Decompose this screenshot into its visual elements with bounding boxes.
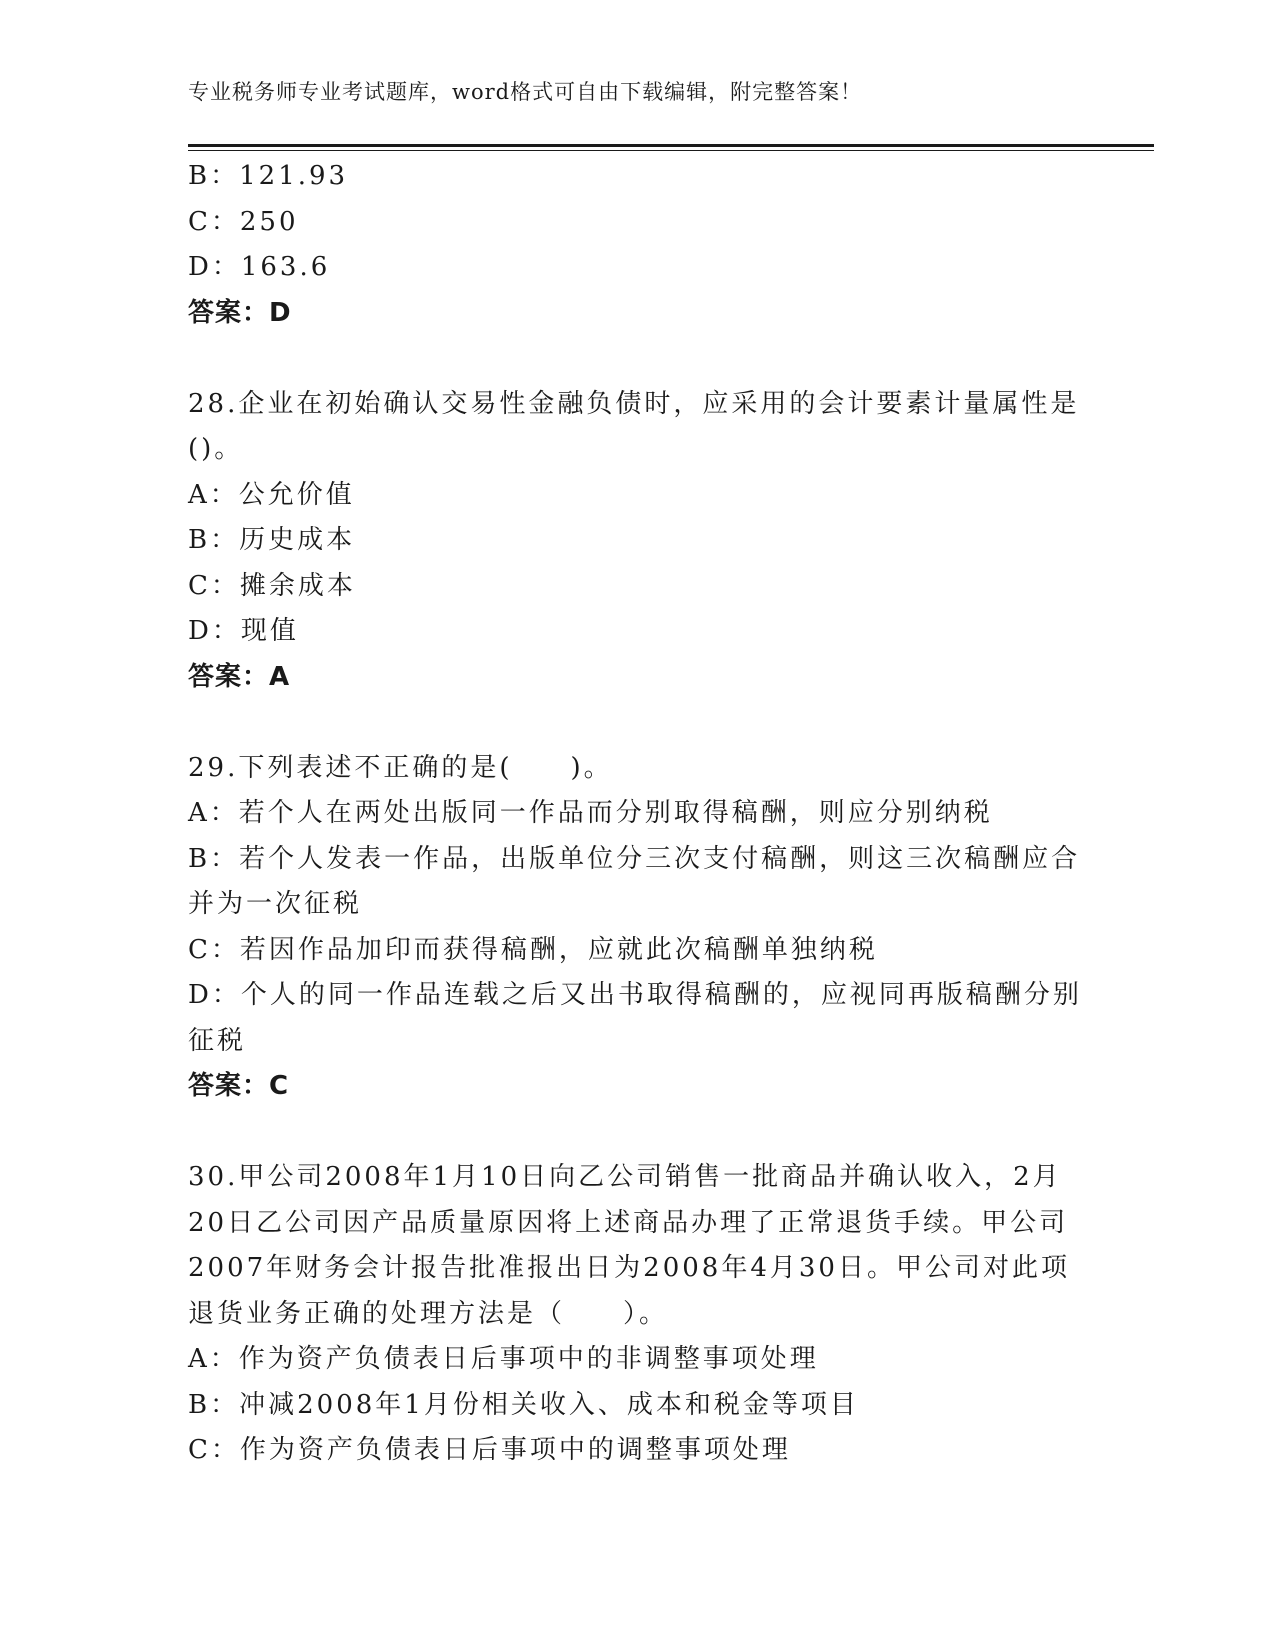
question-stem-line: 20日乙公司因产品质量原因将上述商品办理了正常退货手续。甲公司	[188, 1207, 1069, 1238]
question-28	[188, 382, 1088, 701]
option-c: C：摊余成本	[188, 570, 356, 601]
header-rule-thick	[188, 144, 1154, 147]
question-stem-line: 退货业务正确的处理方法是（ ）。	[188, 1298, 669, 1329]
question-29	[188, 746, 1088, 1110]
spacer	[188, 336, 1088, 382]
option-d: D：个人的同一作品连载之后又出书取得稿酬的，应视同再版稿酬分别	[188, 980, 1082, 1010]
question-stem-line: 2007年财务会计报告批准报出日为2008年4月30日。甲公司对此项	[188, 1253, 1070, 1283]
answer-label: 答案：A	[188, 661, 291, 692]
answer-label: 答案：C	[188, 1071, 290, 1101]
option-b-continued: 并为一次征税	[188, 889, 363, 919]
option-c: C：作为资产负债表日后事项中的调整事项处理	[188, 1435, 791, 1465]
question-27-tail	[188, 154, 1088, 336]
answer-label: 答案：D	[188, 297, 292, 328]
question-stem-line: 29.下列表述不正确的是( )。	[188, 752, 613, 783]
option-a: A：若个人在两处出版同一作品而分别取得稿酬，则应分别纳税	[188, 798, 993, 828]
question-stem-line: ()。	[188, 434, 244, 464]
question-stem-line: 28.企业在初始确认交易性金融负债时，应采用的会计要素计量属性是	[188, 388, 1080, 419]
header-rule-thin	[188, 150, 1154, 151]
spacer	[188, 700, 1088, 746]
question-stem-line: 30.甲公司2008年1月10日向乙公司销售一批商品并确认收入，2月	[188, 1162, 1062, 1192]
option-c: C：若因作品加印而获得稿酬，应就此次稿酬单独纳税	[188, 934, 878, 965]
option-b: B：121.93	[188, 161, 349, 191]
option-b: B：冲减2008年1月份相关收入、成本和税金等项目	[188, 1389, 859, 1420]
option-a: A：公允价值	[188, 479, 355, 510]
question-30	[188, 1155, 1088, 1474]
spacer	[188, 1110, 1088, 1156]
option-d: D：现值	[188, 616, 299, 646]
option-d: D：163.6	[188, 252, 331, 282]
page-header: 专业税务师专业考试题库，word格式可自由下载编辑，附完整答案！	[188, 80, 863, 104]
option-b: B：若个人发表一作品，出版单位分三次支付稿酬，则这三次稿酬应合	[188, 843, 1081, 874]
option-a: A：作为资产负债表日后事项中的非调整事项处理	[188, 1344, 819, 1374]
option-b: B：历史成本	[188, 525, 356, 555]
option-c: C：250	[188, 206, 299, 237]
document-body	[188, 154, 1088, 1474]
option-d-continued: 征税	[188, 1025, 247, 1056]
